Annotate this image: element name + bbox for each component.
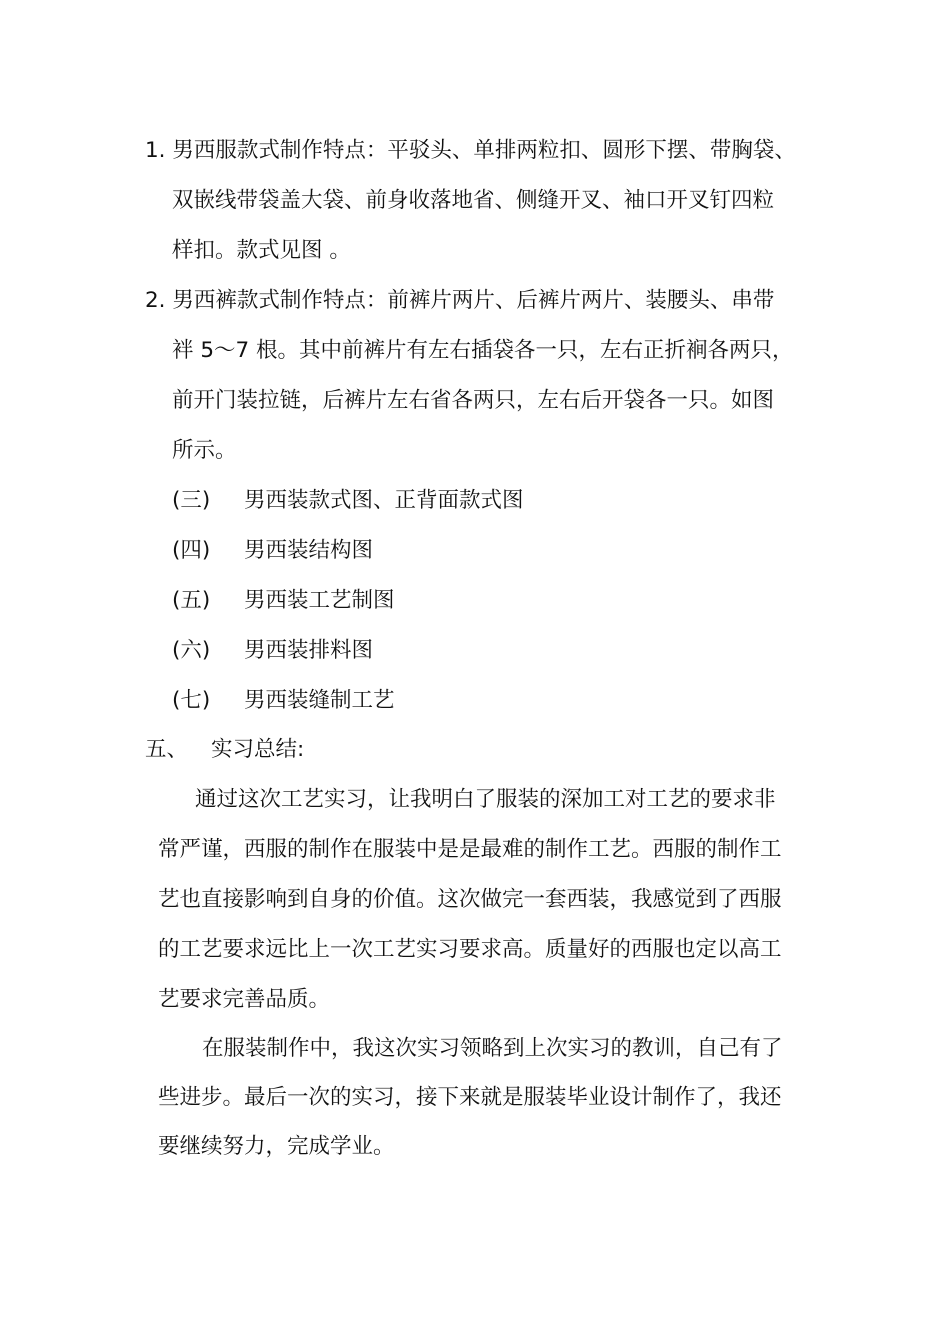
paragraph-2-line-1: 在服装制作中，我这次实习领略到上次实习的教训，自己有了 bbox=[202, 1036, 783, 1061]
paragraph-2-line-2: 些进步。最后一次的实习，接下来就是服装毕业设计制作了，我还 bbox=[158, 1085, 782, 1110]
list-item-2-line-3: 前开门装拉链，后裤片左右省各两只，左右后开袋各一只。如图 bbox=[172, 388, 775, 413]
paragraph-1-line-3: 艺也直接影响到自身的价值。这次做完一套西装，我感觉到了西服 bbox=[158, 887, 782, 912]
list-number: 1. bbox=[145, 138, 166, 163]
list-item-1-line-3: 样扣。款式见图 。 bbox=[172, 238, 351, 263]
subsection-4-title: 男西装结构图 bbox=[244, 538, 374, 563]
list-number: 2. bbox=[145, 288, 166, 313]
subsection-7-marker: (七) bbox=[172, 688, 211, 713]
section-5-title: 实习总结: bbox=[211, 737, 305, 762]
list-item-text: 男西服款式制作特点：平驳头、单排两粒扣、圆形下摆、带胸袋、 bbox=[172, 138, 796, 163]
subsection-5-marker: (五) bbox=[172, 588, 211, 613]
subsection-3-marker: (三) bbox=[172, 488, 211, 513]
paragraph-1-line-4: 的工艺要求远比上一次工艺实习要求高。质量好的西服也定以高工 bbox=[158, 937, 782, 962]
list-item-text: 男西裤款式制作特点：前裤片两片、后裤片两片、装腰头、串带 bbox=[172, 288, 775, 313]
paragraph-1-line-1: 通过这次工艺实习，让我明白了服装的深加工对工艺的要求非 bbox=[195, 787, 776, 812]
section-5-marker: 五、 bbox=[145, 737, 189, 762]
list-item-2-line-1 bbox=[145, 286, 774, 316]
list-item-2-line-2: 袢 5～7 根。其中前裤片有左右插袋各一只，左右正折裥各两只， bbox=[172, 338, 794, 363]
paragraph-2-line-3: 要继续努力，完成学业。 bbox=[158, 1134, 395, 1159]
list-item-1-line-2: 双嵌线带袋盖大袋、前身收落地省、侧缝开叉、袖口开叉钉四粒 bbox=[172, 188, 775, 213]
list-item-1-line-1 bbox=[145, 136, 796, 166]
paragraph-1-line-2: 常严谨，西服的制作在服装中是是最难的制作工艺。西服的制作工 bbox=[158, 837, 782, 862]
subsection-3-title: 男西装款式图、正背面款式图 bbox=[244, 488, 524, 513]
subsection-5-title: 男西装工艺制图 bbox=[244, 588, 395, 613]
subsection-7-title: 男西装缝制工艺 bbox=[244, 688, 395, 713]
paragraph-1-line-5: 艺要求完善品质。 bbox=[158, 987, 331, 1012]
subsection-6-marker: (六) bbox=[172, 638, 211, 663]
subsection-4-marker: (四) bbox=[172, 538, 211, 563]
list-item-2-line-4: 所示。 bbox=[172, 438, 237, 463]
subsection-6-title: 男西装排料图 bbox=[244, 638, 374, 663]
